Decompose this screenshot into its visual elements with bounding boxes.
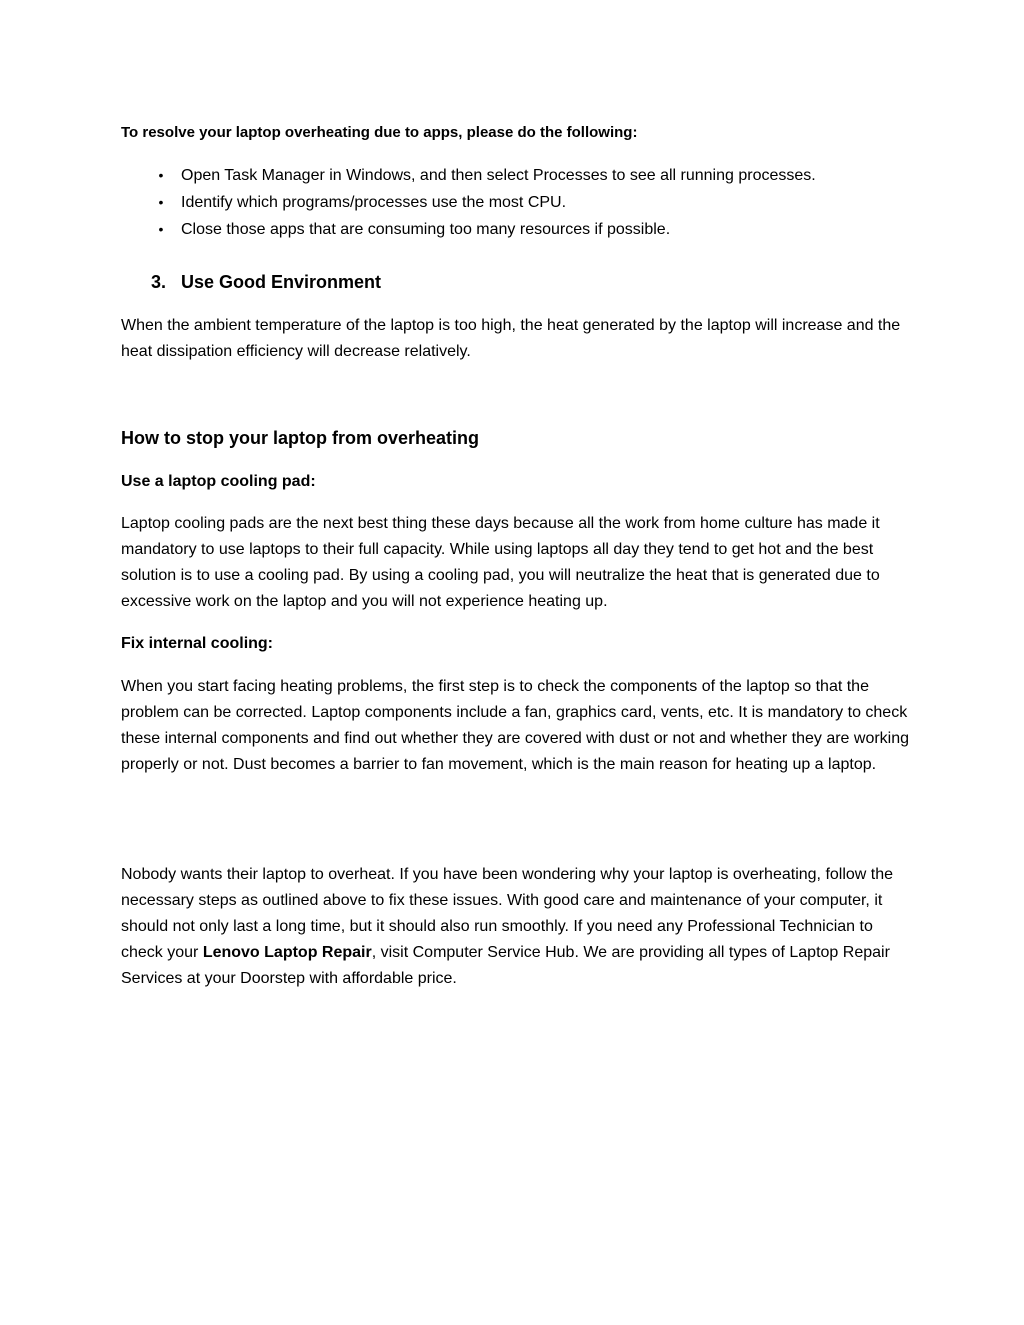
- bullet-text: Identify which programs/processes use the most CPU.: [181, 194, 567, 211]
- bullet-text: Open Task Manager in Windows, and then select Processes to see all running processes.: [181, 167, 816, 184]
- stop-overheating-heading: How to stop your laptop from overheating: [121, 428, 480, 448]
- bullet-icon: •: [158, 194, 164, 210]
- intro-heading: To resolve your laptop overheating due to apps, please do the following:: [121, 124, 638, 141]
- internal-cooling-subheading: Fix internal cooling:: [121, 635, 274, 652]
- section-number: 3.: [151, 272, 167, 292]
- list-item: [121, 189, 911, 216]
- conclusion-paragraph: [121, 862, 911, 992]
- list-item: [121, 216, 911, 243]
- cooling-pad-subheading: Use a laptop cooling pad:: [121, 473, 316, 490]
- environment-paragraph: When the ambient temperature of the laptop is too high, the heat generated by the laptop will increase and the heat dissipation efficiency will decrease relatively.: [121, 317, 901, 360]
- bullet-text: Close those apps that are consuming too many resources if possible.: [181, 221, 671, 238]
- internal-cooling-paragraph: When you start facing heating problems, the first step is to check the components of the laptop so that the problem can be corrected. Laptop components include a fan, graphics card, vents, etc. It is mandatory to check these internal components and find out whether they are covered with dust or not and whether they are working properly or not. Dust becomes a barrier to fan movement, which is the main reason for heating up a laptop.: [121, 678, 910, 773]
- conclusion-text-end: , visit Computer Service Hub. We are providing all types of Laptop Repair Services at your Doorstep with affordable price.: [121, 944, 890, 987]
- section-title: Use Good Environment: [181, 272, 382, 292]
- conclusion-text-start: Nobody wants their laptop to overheat. If you have been wondering why your laptop is overheating, follow the necessary steps as outlined above to fix these issues. With good care and maintenance of your computer, it should not only last a long time, but it should also run smoothly. If you need any Professional Technician to check your: [121, 866, 894, 961]
- bullet-list: [121, 162, 911, 243]
- lenovo-laptop-repair-keyword: Lenovo Laptop Repair: [202, 944, 372, 961]
- bullet-icon: •: [158, 167, 164, 183]
- list-item: [121, 162, 911, 189]
- cooling-pad-paragraph: Laptop cooling pads are the next best thing these days because all the work from home culture has made it mandatory to use laptops to their full capacity. While using laptops all day they tend to get hot and the best solution is to use a cooling pad. By using a cooling pad, you will neutralize the heat that is generated due to excessive work on the laptop and you will not experience heating up.: [121, 515, 880, 610]
- bullet-icon: •: [158, 221, 164, 237]
